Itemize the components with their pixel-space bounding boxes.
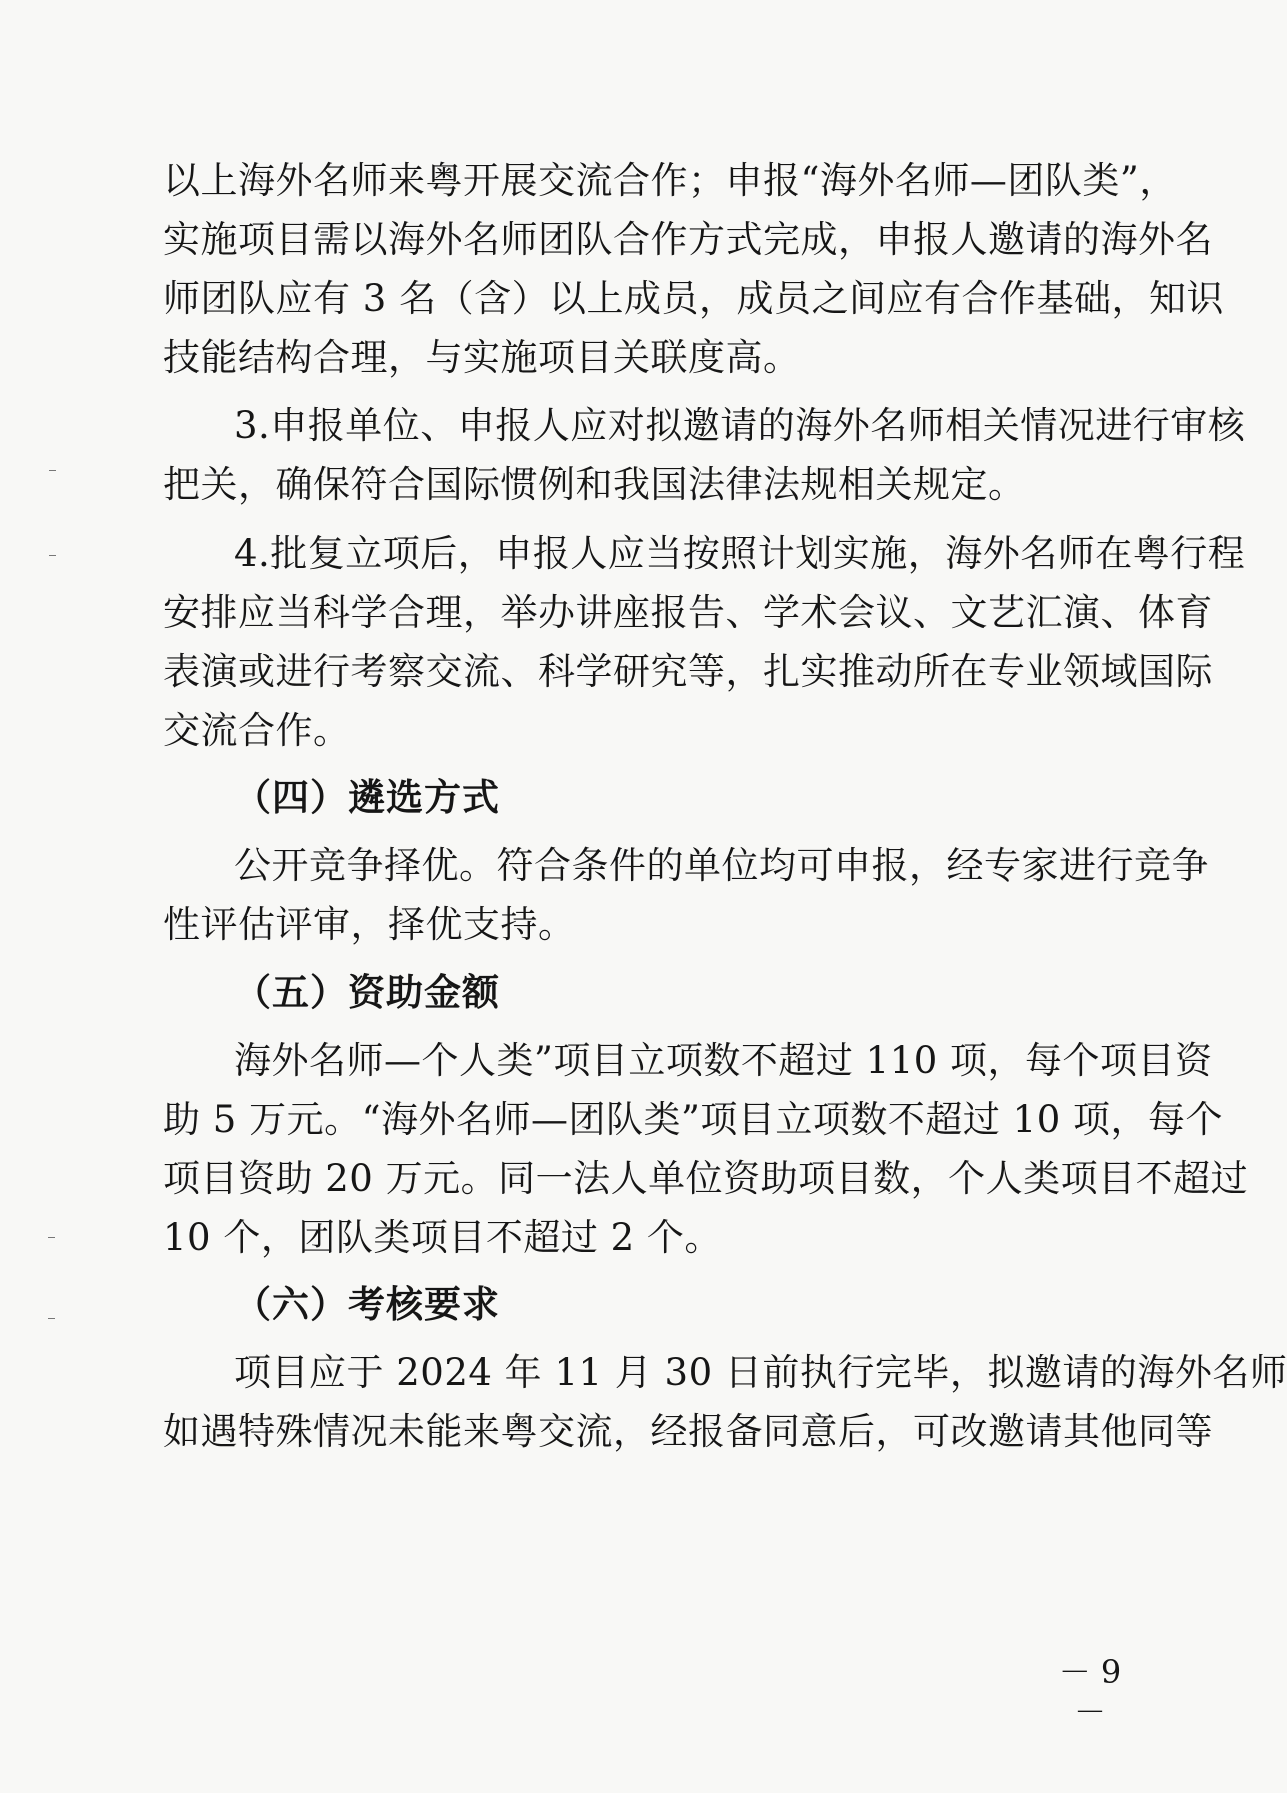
paragraph-line: 10 个，团队类项目不超过 2 个。 [163, 1216, 722, 1259]
scan-mark [49, 470, 56, 471]
paragraph-line: 3.申报单位、申报人应对拟邀请的海外名师相关情况进行审核 [234, 404, 1246, 447]
scan-mark [48, 1237, 55, 1238]
page-number: － 9 － [1058, 1653, 1122, 1731]
section-heading: （四）遴选方式 [234, 776, 500, 819]
paragraph-line: 表演或进行考察交流、科学研究等，扎实推动所在专业领域国际 [163, 650, 1213, 693]
paragraph-line: 师团队应有 3 名（含）以上成员，成员之间应有合作基础，知识 [163, 277, 1225, 320]
paragraph-line: 交流合作。 [163, 709, 351, 752]
paragraph-line: 助 5 万元。“海外名师—团队类”项目立项数不超过 10 项，每个 [163, 1098, 1223, 1141]
paragraph-line: 项目资助 20 万元。同一法人单位资助项目数，个人类项目不超过 [163, 1157, 1249, 1200]
scan-mark [48, 1318, 55, 1319]
paragraph-line: 安排应当科学合理，举办讲座报告、学术会议、文艺汇演、体育 [163, 591, 1213, 634]
paragraph-line: 如遇特殊情况未能来粤交流，经报备同意后，可改邀请其他同等 [163, 1410, 1213, 1453]
scan-mark [49, 555, 56, 556]
paragraph-line: 实施项目需以海外名师团队合作方式完成，申报人邀请的海外名 [163, 218, 1213, 261]
paragraph-line: 性评估评审，择优支持。 [163, 903, 576, 946]
section-heading: （六）考核要求 [234, 1283, 500, 1326]
section-heading: （五）资助金额 [234, 971, 500, 1014]
paragraph-line: 4.批复立项后，申报人应当按照计划实施，海外名师在粤行程 [234, 532, 1246, 575]
paragraph-line: 项目应于 2024 年 11 月 30 日前执行完毕，拟邀请的海外名师 [234, 1351, 1287, 1394]
paragraph-line: 公开竞争择优。符合条件的单位均可申报，经专家进行竞争 [234, 844, 1209, 887]
paragraph-line: 把关，确保符合国际惯例和我国法律法规相关规定。 [163, 463, 1026, 506]
paragraph-line: 海外名师—个人类”项目立项数不超过 110 项，每个项目资 [234, 1039, 1213, 1082]
paragraph-line: 技能结构合理，与实施项目关联度高。 [163, 336, 801, 379]
paragraph-line: 以上海外名师来粤开展交流合作；申报“海外名师—团队类”， [163, 159, 1177, 202]
